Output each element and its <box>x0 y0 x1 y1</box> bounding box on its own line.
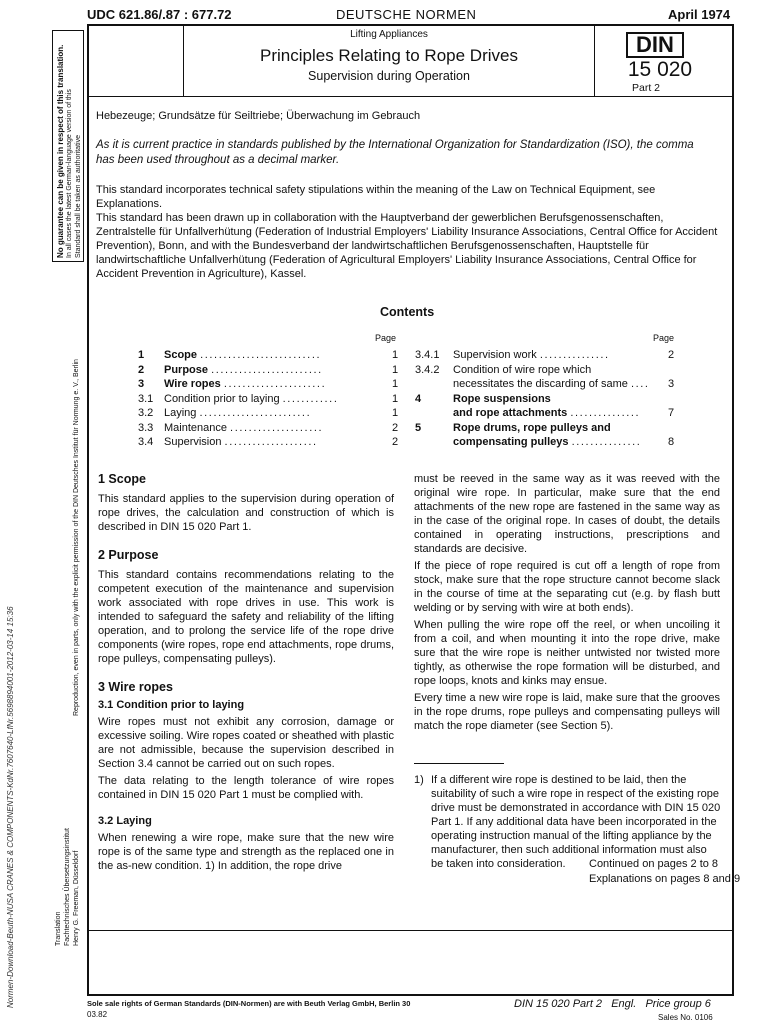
footer-document-ref: DIN 15 020 Part 2 Engl. Price group 6 <box>514 998 711 1010</box>
contents-title: Rope suspensions <box>453 392 551 405</box>
translation-institute: Fachtechnisches Übersetzungsinstitut <box>64 828 71 946</box>
contents-row <box>415 422 611 434</box>
standard-number: 15 020 <box>627 58 693 81</box>
contents-number: 1 <box>138 349 145 361</box>
reproduction-notice: Reproduction, even in parts, only with the explicit permission of the DIN Deutsches Institut für Normung e. V., Berlin <box>73 359 80 716</box>
contents-page-number: 7 <box>668 407 675 419</box>
contents-page-number: 2 <box>392 436 399 448</box>
frame-right <box>732 24 734 996</box>
contents-row <box>415 378 650 390</box>
udc-number: UDC 621.86/.87 : 677.72 <box>87 7 232 22</box>
section-2-heading: 2 Purpose <box>98 548 159 562</box>
contents-dots: ............... <box>571 436 642 448</box>
contents-page-number: 2 <box>668 349 675 361</box>
contents-title: Wire ropes <box>164 378 224 390</box>
din-logo: DIN <box>626 32 684 58</box>
contents-number: 5 <box>415 421 422 434</box>
section-1-heading: 1 Scope <box>98 472 146 486</box>
title-right-divider <box>594 24 595 96</box>
contents-page-number: 3 <box>668 378 675 390</box>
contents-page-number: 2 <box>392 421 399 434</box>
right-paragraph-4: Every time a new wire rope is laid, make sure that the grooves in the rope drums, rope pulleys and compensating pulleys will match the rope diameter (see Section 5). <box>414 692 720 732</box>
contents-number: 3.4.2 <box>415 363 440 376</box>
intro-paragraph-1: This standard incorporates technical safety stipulations within the meaning of the Law on Technical Equipment, see Explanations. <box>96 184 656 210</box>
iso-decimal-note: As it is current practice in standards published by the International Organization for Standardization (ISO), the comma has been used throughout as a decimal marker. <box>96 139 694 166</box>
translation-label: Translation <box>55 911 62 946</box>
guarantee-line-2: In all cases the latest German-language version of this <box>66 89 73 258</box>
section-2-text: This standard contains recommendations relating to the competent execution of the maintenance and supervision work associated with rope drives in use. This work is intended to safeguard the safety and reliability of the lifting operation, and to prolong the service life of the rope drive components (wire ropes, rope end attachments, rope drums, rope pulleys, compensating pulleys). <box>98 569 394 665</box>
contents-title: necessitates the discarding of same <box>453 378 631 390</box>
section-3-1-heading: 3.1 Condition prior to laying <box>98 699 245 711</box>
guarantee-line-1: No guarantee can be given in respect of this translation. <box>56 44 65 258</box>
contents-number: 2 <box>138 363 145 376</box>
section-1-text: This standard applies to the supervision during operation of rope drives, the calculation and construction of which is described in DIN 15 020 Part 1. <box>98 493 394 533</box>
footnote-text: If a different wire rope is destined to be laid, then the suitability of such a wire rope in respect of the existing rope drive must be demonstrated in accordance with DIN 15 020 Part 1. If any additional data have been incorporated in the operating instruction manual of the lifting appliance by the manufacturer, then such additional information must also be taken into consideration. <box>431 774 721 870</box>
contents-number: 3.3 <box>138 421 154 434</box>
contents-title: Condition of wire rope which <box>453 363 592 376</box>
explanations-note: Explanations on pages 8 and 9 <box>589 873 741 885</box>
contents-row <box>138 436 318 448</box>
contents-row <box>415 407 640 419</box>
standard-part: Part 2 <box>632 82 661 94</box>
publication-date: April 1974 <box>668 7 731 22</box>
contents-number: 4 <box>415 392 422 405</box>
contents-number: 3.2 <box>138 407 154 419</box>
contents-row <box>138 378 326 390</box>
contents-row <box>415 436 641 448</box>
contents-title: Maintenance <box>164 421 231 434</box>
contents-row <box>138 407 311 419</box>
contents-dots: .................... <box>224 436 318 448</box>
section-3-2-text: When renewing a wire rope, make sure that the new wire rope is of the same type and strength as the replaced one in the as-new condition. 1) In addition, the rope drive <box>98 832 394 872</box>
contents-number: 3 <box>138 378 145 390</box>
contents-heading: Contents <box>380 305 435 319</box>
contents-page-label-right: Page <box>653 333 675 343</box>
contents-page-number: 1 <box>392 349 399 361</box>
section-3-1-text-1: Wire ropes must not exhibit any corrosion, damage or excessive soiling. Wire ropes coated or sheathed with plastic are not admissible, because the supervision described in Section 3.4 cannot be carried out on such ropes. <box>98 716 394 770</box>
contents-number: 3.4 <box>138 436 154 448</box>
contents-title: and rope attachments <box>453 407 571 419</box>
contents-number: 3.4.1 <box>415 349 440 361</box>
contents-title: Supervision work <box>453 349 540 361</box>
right-column <box>414 472 720 736</box>
contents-title: compensating pulleys <box>453 436 572 448</box>
contents-page-number: 1 <box>392 392 399 405</box>
contents-row <box>138 422 323 434</box>
footnote-rule <box>414 763 504 764</box>
sale-rights-note: Sole sale rights of German Standards (DIN-Normen) are with Beuth Verlag GmbH, Berlin 30 <box>87 999 411 1008</box>
frame-bottom <box>87 994 734 996</box>
footer-divider <box>87 930 734 931</box>
contents-dots: ............... <box>539 349 610 361</box>
right-paragraph-1: must be reeved in the same way as it was reeved with the original wire rope. In particular, make sure that the end attachments of the new rope are fastened in the same way as in the case of the original rope. In cases of doubt, the details contained in operating instructions, prescriptions and standards are decisive. <box>414 473 720 555</box>
section-3-1-text-2: The data relating to the length tolerance of wire ropes contained in DIN 15 020 Part 1 must be complied with. <box>98 775 394 801</box>
publisher-name: DEUTSCHE NORMEN <box>336 7 477 22</box>
contents-dots: ........................ <box>211 363 323 376</box>
contents-title: Condition prior to laying <box>164 392 283 405</box>
section-3-2-heading: 3.2 Laying <box>98 815 152 827</box>
translation-translator: Henry G. Freeman, Düsseldorf <box>73 850 80 946</box>
contents-dots: .... <box>630 378 650 390</box>
continued-note: Continued on pages 2 to 8 <box>589 858 719 870</box>
contents-title: Rope drums, rope pulleys and <box>453 421 611 434</box>
contents-row <box>138 393 339 405</box>
contents-title: Scope <box>164 349 201 361</box>
right-paragraph-3: When pulling the wire rope off the reel, or when uncoiling it from a coil, and when mounting it into the rope drive, make sure that the wire rope is neither untwisted nor twisted more tightly, as otherwise the rope formation will be disturbed, and rope loops, knots and kinks may ensue. <box>414 619 720 687</box>
contents-page-number: 1 <box>392 363 399 376</box>
contents-row <box>415 393 551 405</box>
contents-dots: .................... <box>230 421 324 434</box>
footer-sales-number: Sales No. 0106 <box>658 1013 713 1022</box>
guarantee-line-3: Standard shall be taken as authoritative <box>75 135 82 258</box>
contents-row <box>138 364 323 376</box>
contents-title: Laying <box>164 407 200 419</box>
contents-page-number: 1 <box>392 378 399 390</box>
contents-number: 3.1 <box>138 392 154 405</box>
right-paragraph-2: If the piece of rope required is cut off a length of rope from stock, make sure that the rope structure cannot become slack in the course of time at the separating cut (e.g. by flash butt welding or by serving with wire at both ends). <box>414 560 720 614</box>
contents-dots: ........................ <box>199 407 312 419</box>
download-watermark: Normen-Download-Beuth-NUSA CRANES & COMPONENTS-KdNr.7607640-LfNr.5698894001-2012-03-14 15:36 <box>6 606 15 1008</box>
contents-dots: ............... <box>570 407 641 419</box>
contents-row <box>138 349 321 361</box>
contents-page-number: 8 <box>668 436 675 448</box>
contents-row <box>415 364 591 376</box>
frame-top <box>87 24 734 26</box>
document-subtitle: Supervision during Operation <box>308 69 470 83</box>
contents-dots: ...................... <box>223 378 327 390</box>
title-divider <box>87 96 734 97</box>
contents-dots: .......................... <box>200 349 322 361</box>
german-title: Hebezeuge; Grundsätze für Seiltriebe; Überwachung im Gebrauch <box>96 110 421 122</box>
document-title: Principles Relating to Rope Drives <box>260 46 518 65</box>
left-column <box>98 472 394 876</box>
footer-code: 03.82 <box>87 1010 108 1019</box>
contents-page-number: 1 <box>392 407 399 419</box>
contents-page-label-left: Page <box>375 333 397 343</box>
category-label: Lifting Appliances <box>350 29 428 40</box>
contents-title: Supervision <box>164 436 225 448</box>
contents-row <box>415 349 610 361</box>
intro-paragraph-2: This standard has been drawn up in collaboration with the Hauptverband der gewerblichen Berufsgenossenschaften, Zentralstelle für Unfallverhütung (Federation of Industrial Employers' Liability Insurance Associations, Central Office for Accident Prevention), Bonn, and with the Bundesverband der landwirtschaftlichen Berufsgenossenschaften, Hauptstelle für landwirtschaftliche Unfallverhütung (Federation of Agricultural Employers' Liability Insurance Associations, Central Office for Accident Prevention in Agriculture), Kassel. <box>96 212 718 280</box>
contents-dots: ............ <box>282 392 339 405</box>
frame-left <box>87 24 89 996</box>
section-3-heading: 3 Wire ropes <box>98 680 173 694</box>
footnote-mark: 1) <box>414 774 424 786</box>
contents-title: Purpose <box>164 363 212 376</box>
